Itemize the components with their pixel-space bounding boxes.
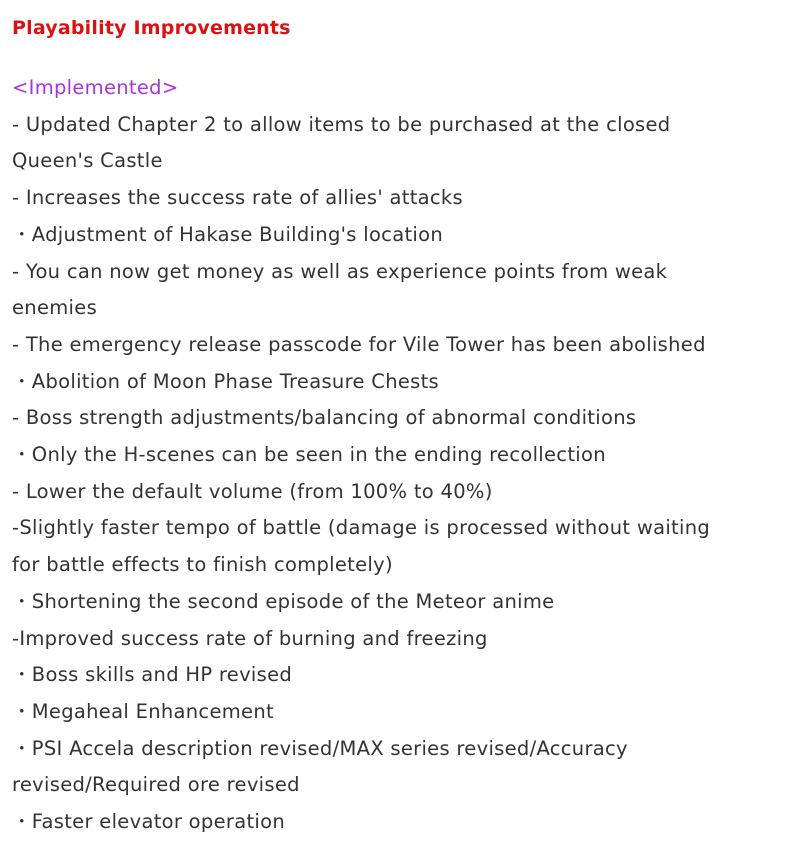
changelog-line: for battle effects to finish completely) xyxy=(12,553,393,577)
changelog-line: ・Abolition of Moon Phase Treasure Chests xyxy=(12,369,440,393)
changelog-line: Queen's Castle xyxy=(12,149,163,173)
changelog-line: ・Only the H-scenes can be seen in the ending recollection xyxy=(12,443,606,467)
changelog-line: - The emergency release passcode for Vile Tower has been abolished xyxy=(12,332,706,356)
changelog-line: ・PSI Accela description revised/MAX series revised/Accuracy xyxy=(12,736,628,760)
changelog-line: - Lower the default volume (from 100% to 40%) xyxy=(12,479,493,503)
changelog-line: -Improved success rate of burning and freezing xyxy=(12,626,488,650)
implemented-label: <Implemented> xyxy=(12,76,179,99)
changelog-line: ・Boss skills and HP revised xyxy=(12,663,293,687)
changelog-line: -Slightly faster tempo of battle (damage is processed without waiting xyxy=(12,516,711,540)
changelog-line: - Boss strength adjustments/balancing of abnormal conditions xyxy=(12,406,637,430)
section-title: Playability Improvements xyxy=(12,17,291,39)
changelog-line: ・Adjustment of Hakase Building's location xyxy=(12,222,444,246)
changelog-line: - Increases the success rate of allies' attacks xyxy=(12,186,463,210)
changelog-line: ・Faster elevator operation xyxy=(12,810,286,834)
changelog-line: ・Megaheal Enhancement xyxy=(12,699,274,723)
changelog-list xyxy=(12,107,780,841)
changelog-line: - You can now get money as well as experience points from weak xyxy=(12,259,668,283)
changelog-line: revised/Required ore revised xyxy=(12,773,300,797)
changelog-line: - Updated Chapter 2 to allow items to be purchased at the closed xyxy=(12,112,671,136)
changelog-line: ・Shortening the second episode of the Meteor anime xyxy=(12,589,555,613)
changelog-line: enemies xyxy=(12,296,98,320)
